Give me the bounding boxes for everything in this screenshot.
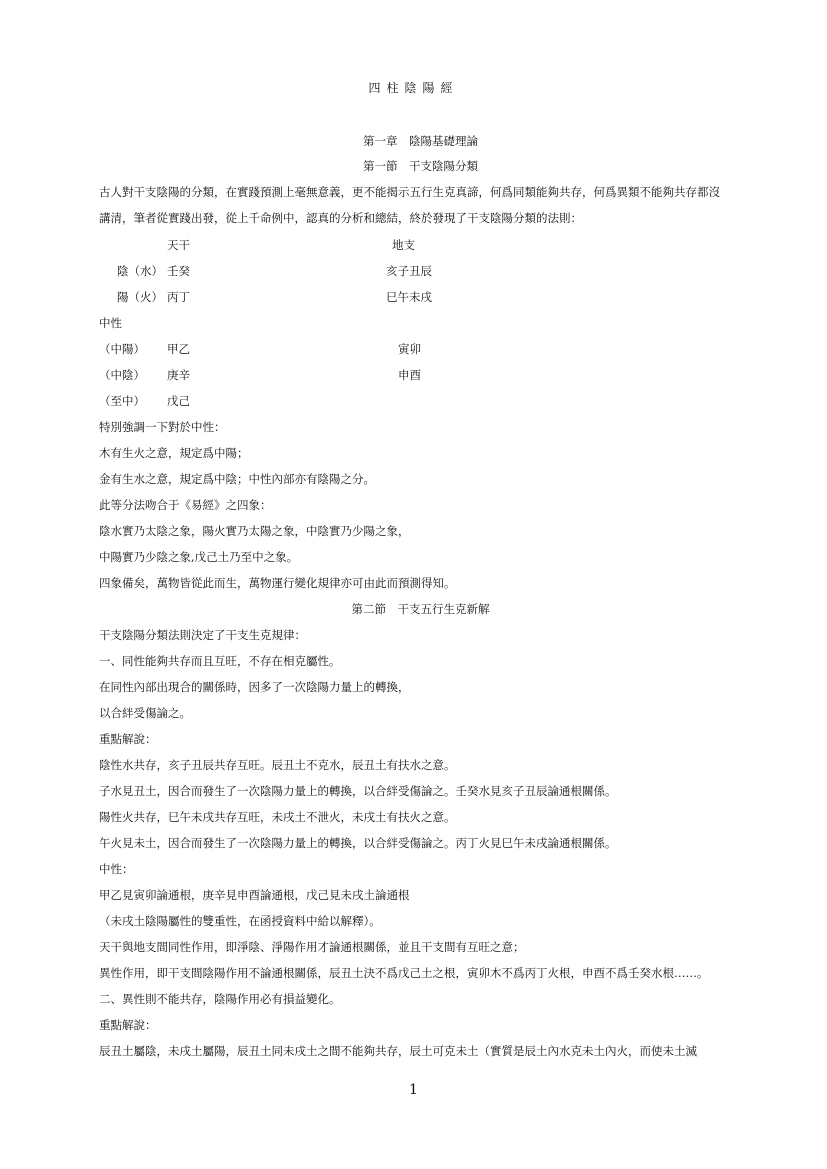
paragraph-line: 陰水實乃太陰之象，陽火實乃太陽之象，中陰實乃少陽之象， [99, 524, 410, 538]
paragraph-line: 在同性內部出現合的關係時，因多了一次陰陽力量上的轉換， [99, 680, 410, 694]
paragraph-line: 重點解說： [99, 1018, 157, 1032]
section-heading: 第一節 干支陰陽分類 [363, 159, 478, 173]
paragraph-line: 古人對干支陰陽的分類，在實踐預測上毫無意義，更不能揭示五行生克真諦，何爲同類能夠共存，何爲異類不能夠共存都沒 [99, 185, 720, 199]
table-cell-tiangan: 丙丁 [167, 290, 190, 304]
table-cell-dizhi: 巳午未戌 [386, 290, 432, 304]
table-cell-tiangan: 壬癸 [167, 264, 190, 278]
paragraph-line: 講清，筆者從實踐出發，從上千命例中，認真的分析和總結，終於發現了干支陰陽分類的法則： [99, 211, 582, 225]
paragraph-line: 金有生水之意，規定爲中陰；中性內部亦有陰陽之分。 [99, 472, 375, 486]
table-row-label: 陰（水） [117, 264, 163, 278]
paragraph-line: 二、異性則不能共存，陰陽作用必有損益變化。 [99, 992, 341, 1006]
paragraph-line: 陽性火共存，巳午未戌共存互旺，未戌土不泄火，未戌土有扶火之意。 [99, 810, 456, 824]
table-cell-dizhi: 亥子丑辰 [386, 264, 432, 278]
paragraph-line: 特別強調一下對於中性： [99, 420, 226, 434]
table-header-dizhi: 地支 [392, 238, 415, 252]
paragraph-line: 干支陰陽分類法則決定了干支生克規律： [99, 628, 306, 642]
paragraph-line: 異性作用，即干支間陰陽作用不論通根關係，辰丑土決不爲戊己土之根，寅卯木不爲丙丁火根，申酉不爲壬癸水根……。 [99, 966, 709, 980]
paragraph-line: （未戌土陰陽屬性的雙重性，在函授資料中給以解釋）。 [99, 914, 381, 928]
paragraph-line: 中性： [99, 862, 134, 876]
paragraph-line: 午火見未土，因合而發生了一次陰陽力量上的轉換，以合絆受傷論之。丙丁火見巳午未戌論通根關係。 [99, 836, 617, 850]
table-row-label: （中陰） [99, 368, 145, 382]
neutral-heading: 中性 [99, 316, 122, 330]
paragraph-line: 木有生火之意，規定爲中陽； [99, 446, 249, 460]
document-title: 四柱陰陽經 [368, 81, 459, 95]
table-row-label: （中陽） [99, 342, 145, 356]
paragraph-line: 四象備矣，萬物皆從此而生，萬物運行變化規律亦可由此而預測得知。 [99, 576, 456, 590]
section-heading: 第二節 干支五行生克新解 [351, 602, 490, 616]
paragraph-line: 甲乙見寅卯論通根，庚辛見申酉論通根，戊己見未戌土論通根 [99, 888, 410, 902]
paragraph-line: 此等分法吻合于《易經》之四象： [99, 498, 272, 512]
table-header-tiangan: 天干 [167, 238, 190, 252]
table-cell-tiangan: 戊己 [167, 394, 190, 408]
paragraph-line: 天干與地支間同性作用，即淨陰、淨陽作用才論通根關係，並且干支間有互旺之意； [99, 940, 525, 954]
table-cell-tiangan: 庚辛 [167, 368, 190, 382]
paragraph-line: 以合絆受傷論之。 [99, 706, 191, 720]
table-cell-tiangan: 甲乙 [167, 342, 190, 356]
paragraph-line: 子水見丑土，因合而發生了一次陰陽力量上的轉換，以合絆受傷論之。壬癸水見亥子丑辰論通根關係。 [99, 784, 617, 798]
chapter-heading: 第一章 陰陽基礎理論 [363, 134, 478, 148]
paragraph-line: 陰性水共存，亥子丑辰共存互旺。辰丑土不克水，辰丑土有扶水之意。 [99, 758, 456, 772]
paragraph-line: 中陽實乃少陰之象,戊己土乃至中之象。 [99, 550, 299, 564]
table-cell-dizhi: 申酉 [398, 368, 421, 382]
paragraph-line: 辰丑土屬陰，未戌土屬陽，辰丑土同未戌土之間不能夠共存，辰土可克未土（實質是辰土內水克未土內火，而使未土滅 [99, 1044, 697, 1058]
paragraph-line: 一、同性能夠共存而且互旺，不存在相克屬性。 [99, 654, 341, 668]
table-row-label: （至中） [99, 394, 145, 408]
page-number: 1 [409, 1082, 418, 1098]
paragraph-line: 重點解說： [99, 732, 157, 746]
table-cell-dizhi: 寅卯 [398, 342, 421, 356]
table-row-label: 陽（火） [117, 290, 163, 304]
